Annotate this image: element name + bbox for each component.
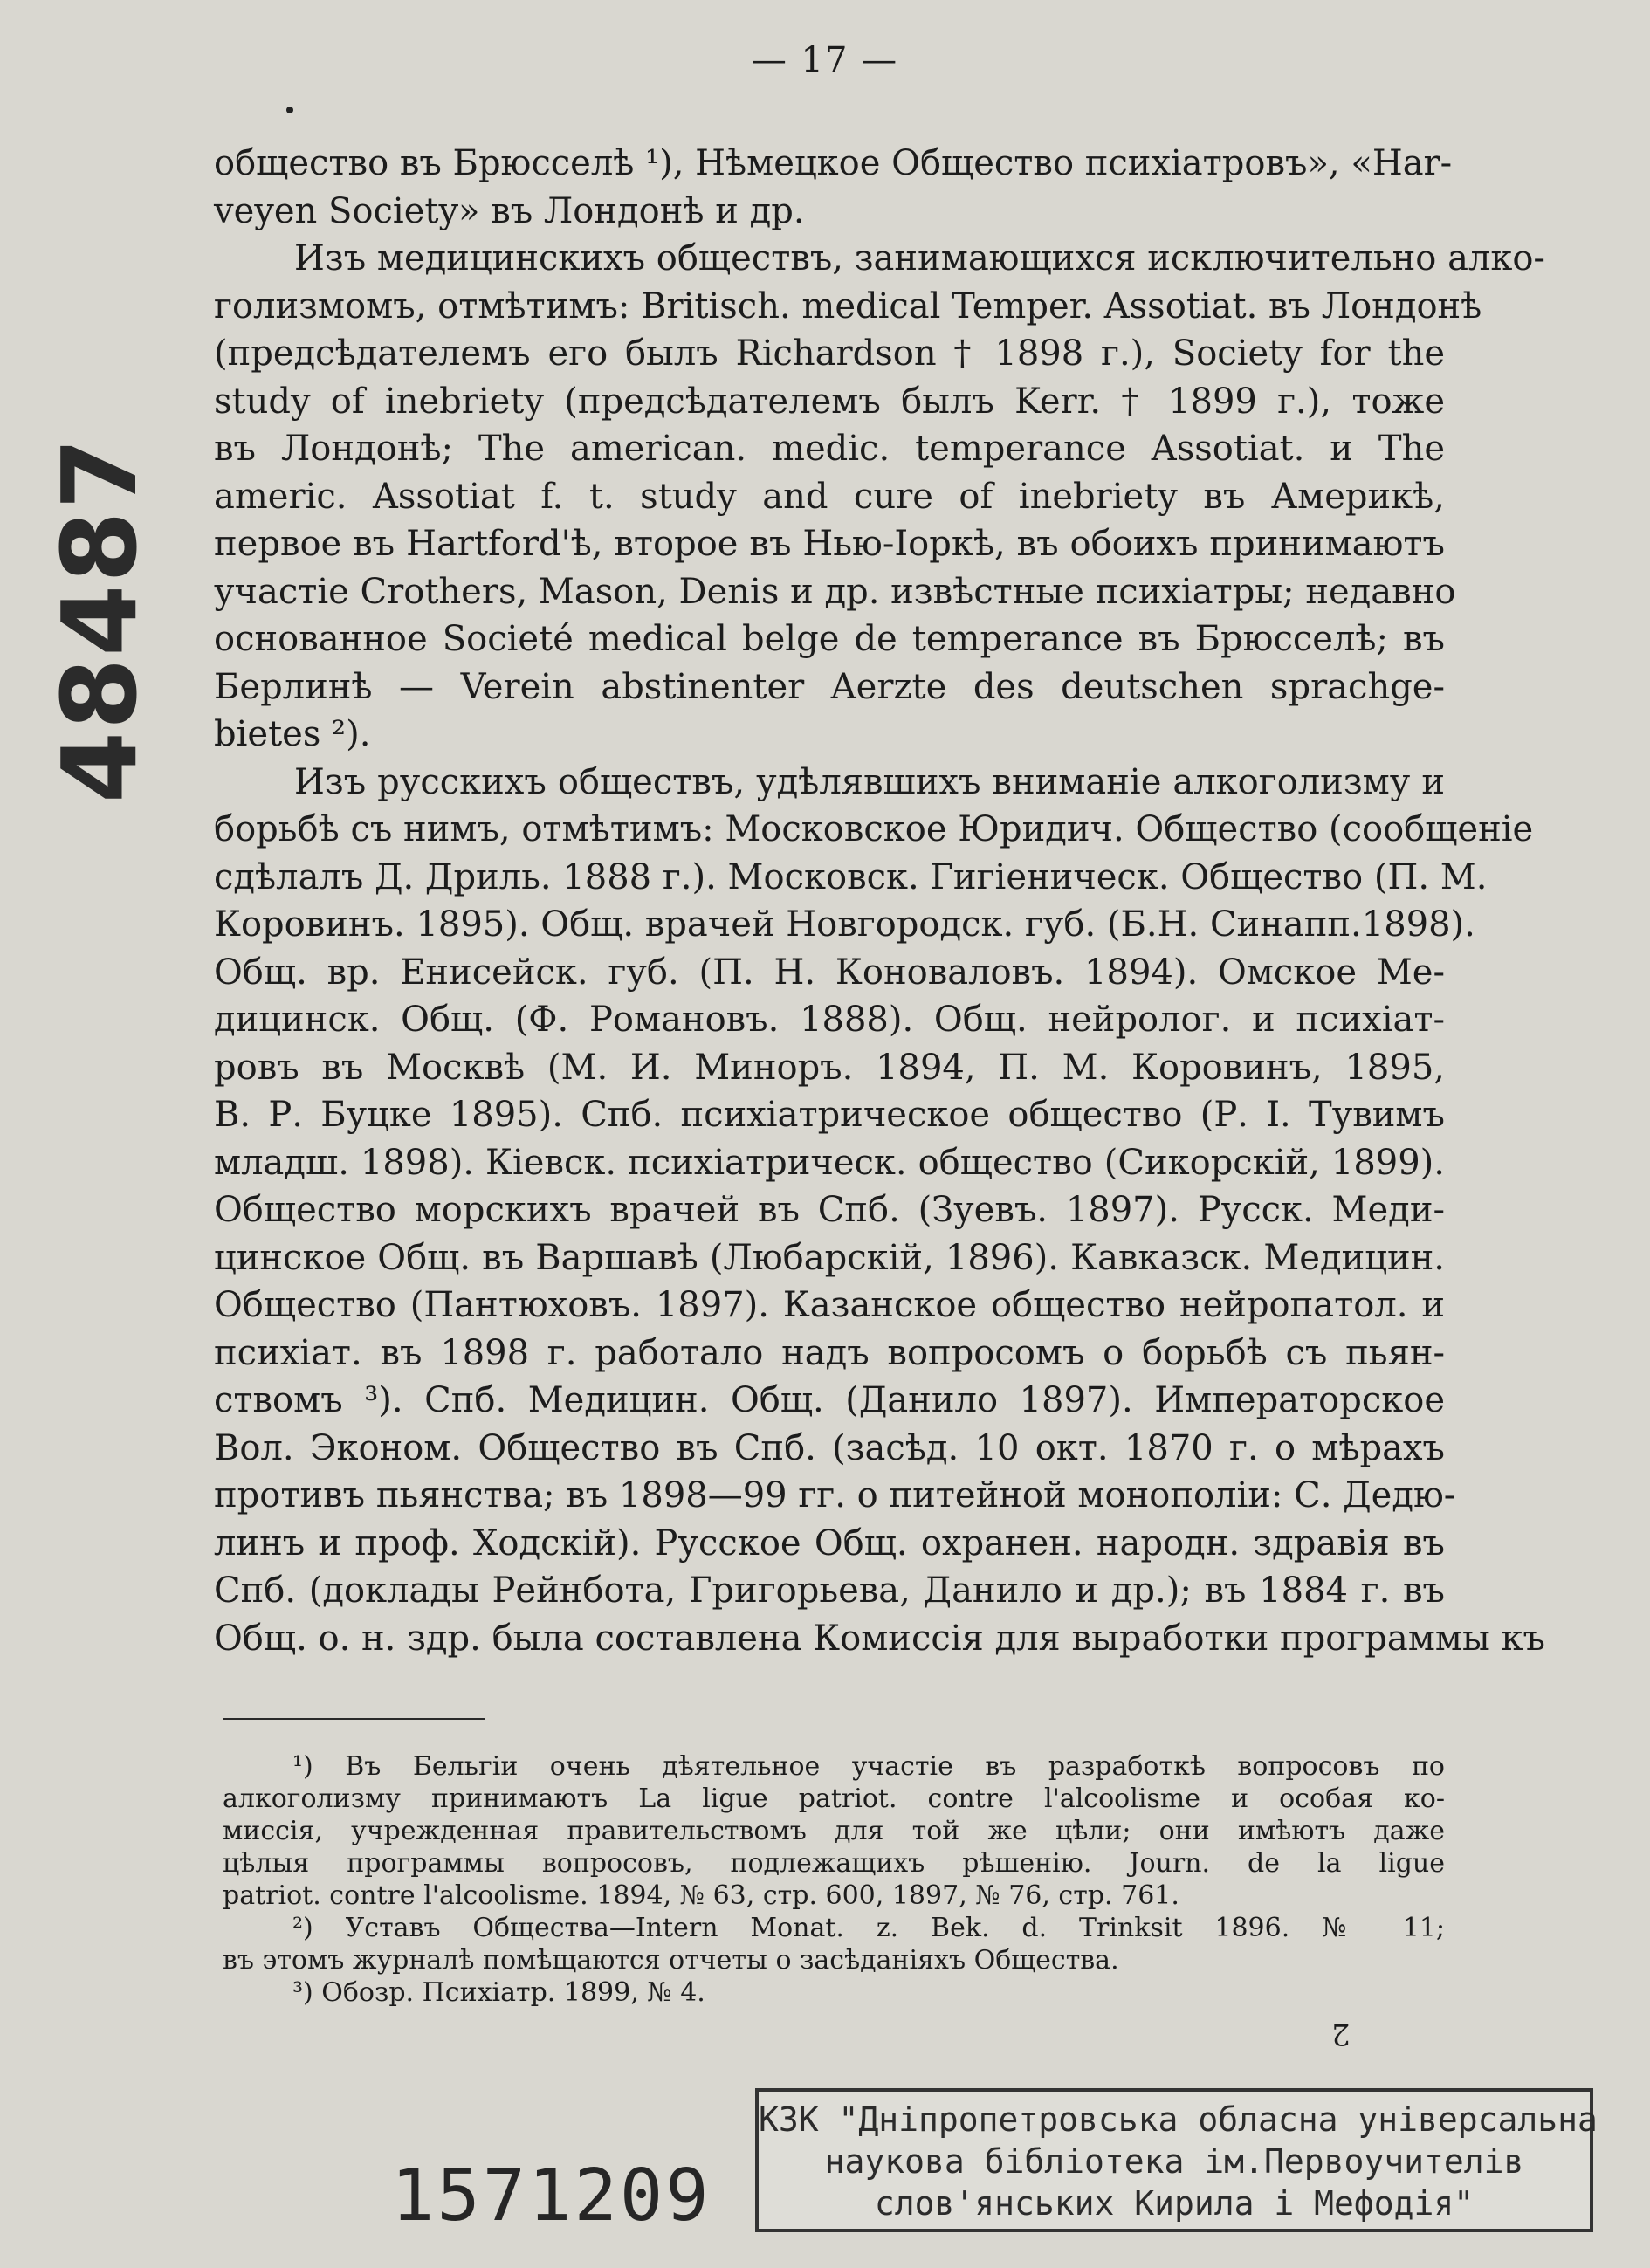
text-line: ровъ въ Москвѣ (М. И. Миноръ. 1894, П. М. Коровинъ, 1895, (214, 1047, 1445, 1088)
footnote-line: цѣлыя программы вопросовъ, подлежащихъ рѣшенію. Journ. de la ligue (223, 1848, 1445, 1879)
text-line: дицинск. Общ. (Ф. Романовъ. 1888). Общ. нейролог. и психіат- (214, 1000, 1445, 1040)
text-line: линъ и проф. Ходскій). Русское Общ. охранен. народн. здравія въ (214, 1522, 1445, 1564)
footnote-line: patriot. contre l'alcoolisme. 1894, № 63, стр. 600, 1897, № 76, стр. 761. (223, 1880, 1179, 1911)
text-line: участіе Crothers, Mason, Denis и др. извѣстные психіатры; недавно (214, 571, 1456, 612)
main-text (214, 140, 1545, 1662)
footnote-line: ¹) Въ Бельгіи очень дѣятельное участіе въ разработкѣ вопросовъ по (292, 1751, 1445, 1782)
text-line: study of inebriety (предсѣдателемъ былъ Kerr. † 1899 г.), тоже (214, 381, 1445, 422)
footnote-divider (223, 1718, 485, 1720)
text-line: борьбѣ съ нимъ, отмѣтимъ: Московское Юридич. Общество (сообщеніе (214, 809, 1534, 849)
text-line: первое въ Hartford'ѣ, второе въ Нью-Іоркѣ, въ обоихъ принимаютъ (214, 524, 1445, 564)
text-line: противъ пьянства; въ 1898—99 гг. о питейной монополіи: С. Дедю- (214, 1475, 1456, 1515)
text-line: Изъ русскихъ обществъ, удѣлявшихъ вниманіе алкоголизму и (294, 761, 1445, 802)
text-line: сдѣлалъ Д. Дриль. 1888 г.). Московск. Гигіеническ. Общество (П. М. (214, 856, 1488, 897)
stamp-line: слов'янських Кирила і Мефодія" (874, 2184, 1475, 2223)
text-line: Общество (Пантюховъ. 1897). Казанское общество нейропатол. и (214, 1285, 1445, 1325)
footnote-line: ³) Обозр. Психіатр. 1899, № 4. (292, 1977, 705, 2008)
footnote-line: миссія, учрежденная правительствомъ для той же цѣли; они имѣютъ даже (223, 1816, 1445, 1846)
text-line: ствомъ ³). Спб. Медицин. Общ. (Данило 1897). Императорское (214, 1380, 1445, 1420)
ink-dot (286, 107, 293, 113)
text-line: голизмомъ, отмѣтимъ: Britisch. medical Temper. Assotiat. въ Лондонѣ (214, 285, 1482, 326)
text-line: цинское Общ. въ Варшавѣ (Любарскій, 1896). Кавказск. Медицин. (214, 1237, 1445, 1278)
text-line: bietes ²). (214, 714, 371, 754)
footnote-line: алкоголизму принимаютъ La ligue patriot. contre l'alcoolisme и особая ко- (223, 1783, 1445, 1814)
text-line: В. Р. Буцке 1895). Спб. психіатрическое общество (Р. І. Тувимъ (214, 1095, 1445, 1135)
handwritten-shelf-number: 48487 (39, 436, 160, 803)
text-line: Общ. о. н. здр. была составлена Комиссія для выработки программы къ (214, 1618, 1545, 1659)
library-stamp (755, 2088, 1598, 2232)
text-line: veyen Society» въ Лондонѣ и др. (214, 190, 805, 231)
text-line: Общ. вр. Енисейск. губ. (П. Н. Коноваловъ. 1894). Омское Ме- (214, 952, 1445, 993)
text-line: Изъ медицинскихъ обществъ, занимающихся исключительно алко- (294, 238, 1545, 278)
text-line: въ Лондонѣ; The american. medic. temperance Assotiat. и The (214, 429, 1445, 469)
text-line: Общество морскихъ врачей въ Спб. (Зуевъ. 1897). Русск. Меди- (214, 1190, 1445, 1230)
page-number: — 17 — (751, 40, 899, 80)
text-line: Берлинѣ — Verein abstinenter Aerzte des deutschen sprachge- (214, 666, 1445, 707)
stamp-line: наукова бібліотека ім.Первоучителів (824, 2142, 1524, 2181)
text-line: психіат. въ 1898 г. работало надъ вопросомъ о борьбѣ съ пьян- (214, 1332, 1445, 1373)
inventory-number-stamp: 1571209 (391, 2155, 712, 2237)
footnotes (223, 1750, 1445, 2009)
footnote-line: ²) Уставъ Общества—Intern Monat. z. Bek. d. Trinksit 1896. № 11; (292, 1913, 1445, 1943)
text-line: (предсѣдателемъ его былъ Richardson † 1898 г.), Society for the (214, 333, 1445, 374)
stamp-line: КЗК "Дніпропетровська обласна універсальна (759, 2100, 1598, 2139)
text-line: Коровинъ. 1895). Общ. врачей Новгородск. губ. (Б.Н. Синапп.1898). (214, 904, 1475, 945)
text-line: americ. Assotiat f. t. study and cure of inebriety въ Америкѣ, (214, 476, 1445, 517)
text-line: Спб. (доклады Рейнбота, Григорьева, Данило и др.); въ 1884 г. въ (214, 1570, 1445, 1611)
text-line: младш. 1898). Кіевск. психіатрическ. общество (Сикорскій, 1899). (214, 1142, 1445, 1183)
signature-mark: 2 (1331, 2017, 1351, 2052)
text-line: основанное Societé medical belge de temperance въ Брюсселѣ; въ (214, 619, 1445, 659)
footnote-line: въ этомъ журналѣ помѣщаются отчеты о засѣданіяхъ Общества. (223, 1945, 1119, 1976)
text-line: общество въ Брюсселѣ ¹), Нѣмецкое Общество психіатровъ», «Har- (214, 143, 1453, 183)
text-line: Вол. Эконом. Общество въ Спб. (засѣд. 10 окт. 1870 г. о мѣрахъ (214, 1427, 1445, 1468)
